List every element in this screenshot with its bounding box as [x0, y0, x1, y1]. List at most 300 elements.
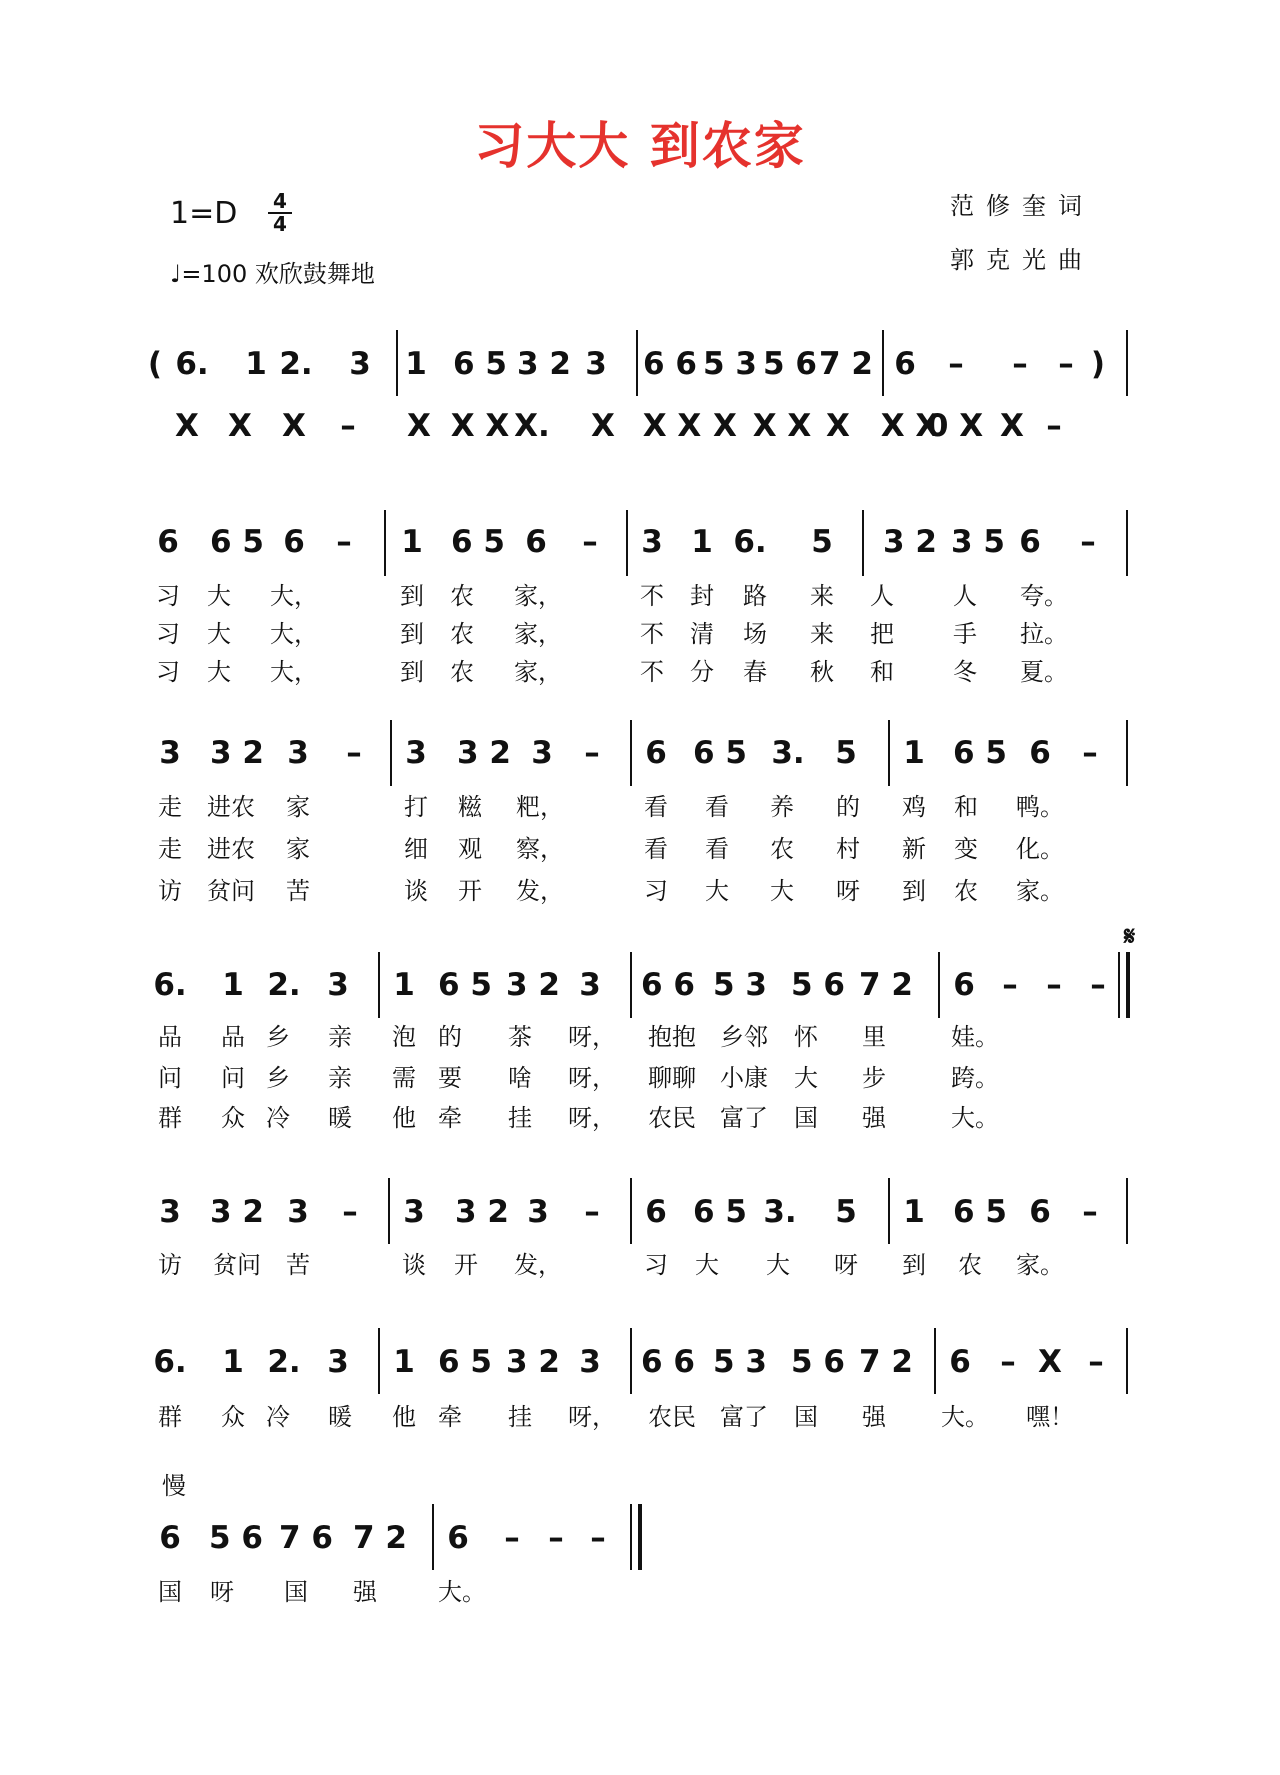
lyric: 聊聊	[648, 1064, 696, 1092]
note: 5 3	[713, 1344, 767, 1380]
barline	[1126, 330, 1128, 396]
note: 3	[403, 1194, 425, 1230]
lyric: 手	[953, 620, 977, 648]
note: 1	[691, 524, 713, 560]
note: 5 6	[209, 1520, 263, 1556]
rhythm-note: X	[407, 408, 431, 444]
lyric: 跨。	[951, 1064, 999, 1092]
rhythm-note: X X	[880, 408, 940, 444]
note: –	[1058, 346, 1074, 382]
time-signature	[268, 189, 292, 236]
note: 6 5	[693, 1194, 747, 1230]
lyric: 群	[158, 1403, 182, 1431]
lyric: 呀，	[568, 1023, 616, 1051]
lyric: 清	[690, 620, 714, 648]
note: 3 2	[517, 346, 571, 382]
lyric: 大，	[270, 620, 318, 648]
lyric: 和	[870, 658, 894, 686]
lyric: 强	[353, 1578, 377, 1606]
lyric: 乡	[266, 1023, 290, 1051]
lyric: 走	[158, 835, 182, 863]
note: –	[1000, 1344, 1016, 1380]
barline	[888, 1178, 890, 1244]
lyric: 挂	[508, 1104, 532, 1132]
lyric: 群	[158, 1104, 182, 1132]
note: 3	[349, 346, 371, 382]
note: 1	[405, 346, 427, 382]
note: –	[1012, 346, 1028, 382]
lyricist-credit: 范修奎词	[950, 192, 1094, 220]
note: 6 5	[953, 1194, 1007, 1230]
barline	[862, 510, 864, 576]
note: 3 2	[210, 1194, 264, 1230]
lyric: 进农	[207, 835, 255, 863]
lyric: 国	[794, 1104, 818, 1132]
note: 6 5	[438, 1344, 492, 1380]
lyric: 嘿！	[1026, 1403, 1074, 1431]
note: –	[590, 1520, 606, 1556]
lyric: 不	[640, 658, 664, 686]
barline	[630, 720, 632, 786]
note: –	[1082, 735, 1098, 771]
note: 6.	[175, 346, 209, 382]
lyric: 抱抱	[648, 1023, 696, 1051]
segno-sign: 𝄋	[1124, 922, 1136, 952]
lyric: 不	[640, 620, 664, 648]
rhythm-note: X	[591, 408, 615, 444]
note: 3	[327, 967, 349, 1003]
lyric: 问	[158, 1064, 182, 1092]
lyric: 谈	[404, 877, 428, 905]
note: 3.	[771, 735, 805, 771]
note: 6	[894, 346, 916, 382]
note: 5 6	[791, 967, 845, 1003]
note: 6.	[153, 1344, 187, 1380]
lyric: 大，	[270, 658, 318, 686]
barline	[1126, 1178, 1128, 1244]
lyric: 富了	[720, 1104, 768, 1132]
lyric: 农	[770, 835, 794, 863]
note: 6	[159, 1520, 181, 1556]
note: 1	[222, 967, 244, 1003]
lyric: 呀，	[568, 1403, 616, 1431]
barline	[882, 330, 884, 396]
tempo-marking: ♩=100 欢欣鼓舞地	[170, 260, 375, 288]
lyric: 农	[450, 658, 474, 686]
lyric: 农	[450, 620, 474, 648]
note: –	[948, 346, 964, 382]
lyric: 发，	[514, 1251, 562, 1279]
lyric: 习	[644, 1251, 668, 1279]
lyric: 来	[810, 620, 834, 648]
lyric: 家	[286, 793, 310, 821]
song-title: 习大大 到农家	[474, 117, 806, 175]
note: 3	[287, 735, 309, 771]
note: –	[1002, 967, 1018, 1003]
time-signature-bottom: 4	[273, 212, 287, 236]
lyric: 大	[766, 1251, 790, 1279]
lyric: 夏。	[1020, 658, 1068, 686]
note: 6.	[153, 967, 187, 1003]
lyric: 谈	[402, 1251, 426, 1279]
note: 5 6	[763, 346, 817, 382]
lyric: 乡	[266, 1064, 290, 1092]
lyric: 养	[770, 793, 794, 821]
note: 2.	[267, 1344, 301, 1380]
lyric: 场	[743, 620, 767, 648]
rhythm-note: X X	[450, 408, 510, 444]
lyric: 他	[392, 1104, 416, 1132]
rhythm-note: X	[713, 408, 737, 444]
lyric: 亲	[328, 1064, 352, 1092]
lyric: 农	[450, 582, 474, 610]
lyric: 到	[400, 620, 424, 648]
note: 3	[585, 346, 607, 382]
note: 3	[579, 967, 601, 1003]
lyric: 封	[690, 582, 714, 610]
lyric: 众	[221, 1104, 245, 1132]
lyric: 暖	[328, 1403, 352, 1431]
note: 3 2	[210, 735, 264, 771]
lyric: 秋	[810, 658, 834, 686]
lyric: 开	[454, 1251, 478, 1279]
note: –	[346, 735, 362, 771]
lyric: 家。	[1016, 1251, 1064, 1279]
double-barline	[638, 1504, 642, 1570]
lyric: 步	[862, 1064, 886, 1092]
lyric: 来	[810, 582, 834, 610]
lyric: 村	[836, 835, 860, 863]
note: 6	[525, 524, 547, 560]
lyric: 牵	[438, 1403, 462, 1431]
note: 3	[405, 735, 427, 771]
lyric: 化。	[1016, 835, 1064, 863]
lyric: 大	[207, 620, 231, 648]
double-barline	[630, 1504, 632, 1570]
barline	[390, 720, 392, 786]
barline	[1126, 720, 1128, 786]
lyric: 拉。	[1020, 620, 1068, 648]
lyric: 娃。	[951, 1023, 999, 1051]
double-barline	[1118, 952, 1120, 1018]
note: 6 5	[453, 346, 507, 382]
lyric: 小康	[720, 1064, 768, 1092]
note: 1	[393, 967, 415, 1003]
lyric: 到	[902, 877, 926, 905]
lyric: 农	[954, 877, 978, 905]
lyric: 的	[836, 793, 860, 821]
barline	[938, 952, 940, 1018]
note: –	[1090, 967, 1106, 1003]
lyric: 习	[156, 582, 180, 610]
barline	[378, 952, 380, 1018]
lyric: 发，	[516, 877, 564, 905]
note: 1	[222, 1344, 244, 1380]
note: 6 5	[693, 735, 747, 771]
lyric: 不	[640, 582, 664, 610]
lyric: 亲	[328, 1023, 352, 1051]
barline	[384, 510, 386, 576]
lyric: 走	[158, 793, 182, 821]
lyric: 夸。	[1020, 582, 1068, 610]
lyric: 大，	[270, 582, 318, 610]
lyric: 大	[695, 1251, 719, 1279]
lyric: 到	[400, 658, 424, 686]
note: –	[342, 1194, 358, 1230]
tempo-change-marking: 慢	[162, 1472, 186, 1500]
lyric: 大。	[438, 1578, 486, 1606]
rhythm-note: X	[175, 408, 199, 444]
lyric: 大	[207, 582, 231, 610]
note: 3 2	[455, 1194, 509, 1230]
barline	[1126, 510, 1128, 576]
lyric: 大。	[951, 1104, 999, 1132]
time-signature-top: 4	[273, 189, 287, 213]
note: 6	[645, 1194, 667, 1230]
note: 3.	[763, 1194, 797, 1230]
barline	[626, 510, 628, 576]
note: –	[336, 524, 352, 560]
lyric: 看	[705, 793, 729, 821]
lyric: 强	[862, 1403, 886, 1431]
note: )	[1090, 346, 1106, 382]
note: –	[1080, 524, 1096, 560]
note: –	[1046, 967, 1062, 1003]
note: 3	[327, 1344, 349, 1380]
note: 6	[447, 1520, 469, 1556]
note: 1	[245, 346, 267, 382]
barline	[888, 720, 890, 786]
note: 5	[835, 735, 857, 771]
rhythm-note: X	[1000, 408, 1024, 444]
lyric: 呀，	[568, 1104, 616, 1132]
note: 3	[579, 1344, 601, 1380]
rhythm-note: X X	[642, 408, 702, 444]
note: 3 5	[951, 524, 1005, 560]
note: –	[584, 1194, 600, 1230]
lyric: 变	[954, 835, 978, 863]
note: 6 6	[641, 1344, 695, 1380]
lyric: 看	[644, 793, 668, 821]
barline	[934, 1328, 936, 1394]
note: 6.	[733, 524, 767, 560]
barline	[636, 330, 638, 396]
lyric: 人	[870, 582, 894, 610]
lyric: 春	[743, 658, 767, 686]
rhythm-note: –	[1046, 408, 1062, 444]
lyric: 国	[158, 1578, 182, 1606]
note: 6 6	[643, 346, 697, 382]
lyric: 啥	[508, 1064, 532, 1092]
note: 6 5	[438, 967, 492, 1003]
lyric: 家	[286, 835, 310, 863]
rhythm-note: X	[228, 408, 252, 444]
lyric: 呀，	[568, 1064, 616, 1092]
lyric: 怀	[794, 1023, 818, 1051]
lyric: 冷	[266, 1403, 290, 1431]
lyric: 呀	[836, 877, 860, 905]
rhythm-note: –	[340, 408, 356, 444]
lyric: 贫问	[213, 1251, 261, 1279]
lyric: 暖	[328, 1104, 352, 1132]
lyric: 品	[158, 1023, 182, 1051]
note: 6 5	[451, 524, 505, 560]
lyric: 看	[705, 835, 729, 863]
lyric: 到	[902, 1251, 926, 1279]
lyric: 众	[221, 1403, 245, 1431]
lyric: 路	[743, 582, 767, 610]
lyric: 访	[158, 1251, 182, 1279]
barline	[396, 330, 398, 396]
lyric: 习	[156, 658, 180, 686]
lyric: 茶	[508, 1023, 532, 1051]
note: 6	[645, 735, 667, 771]
lyric: 家，	[514, 582, 562, 610]
note: 6	[283, 524, 305, 560]
note: 5 3	[703, 346, 757, 382]
note: 7 2	[353, 1520, 407, 1556]
lyric: 观	[458, 835, 482, 863]
lyric: 牵	[438, 1104, 462, 1132]
lyric: 到	[400, 582, 424, 610]
lyric: 鸭。	[1016, 793, 1064, 821]
note: 2.	[267, 967, 301, 1003]
lyric: 乡邻	[720, 1023, 768, 1051]
note: 6	[949, 1344, 971, 1380]
lyric: 看	[644, 835, 668, 863]
rhythm-note: X.	[514, 408, 550, 444]
lyric: 大	[770, 877, 794, 905]
lyric: 大。	[941, 1403, 989, 1431]
lyric: 习	[644, 877, 668, 905]
note: X	[1038, 1344, 1062, 1380]
note: 3	[159, 735, 181, 771]
note: 3 2	[506, 1344, 560, 1380]
lyric: 需	[392, 1064, 416, 1092]
lyric: 习	[156, 620, 180, 648]
note: 3	[531, 735, 553, 771]
lyric: 鸡	[902, 793, 926, 821]
lyric: 的	[438, 1023, 462, 1051]
lyric: 打	[404, 793, 428, 821]
lyric: 强	[862, 1104, 886, 1132]
lyric: 泡	[392, 1023, 416, 1051]
note: 3	[287, 1194, 309, 1230]
note: 6 5	[953, 735, 1007, 771]
note: –	[582, 524, 598, 560]
lyric: 大	[705, 877, 729, 905]
lyric: 和	[954, 793, 978, 821]
lyric: 糍	[458, 793, 482, 821]
lyric: 进农	[207, 793, 255, 821]
lyric: 开	[458, 877, 482, 905]
barline	[630, 952, 632, 1018]
note: 6	[1029, 1194, 1051, 1230]
note: 6	[157, 524, 179, 560]
lyric: 冬	[953, 658, 977, 686]
lyric: 人	[953, 582, 977, 610]
note: 7 2	[859, 1344, 913, 1380]
note: –	[584, 735, 600, 771]
lyric: 把	[870, 620, 894, 648]
barline	[388, 1178, 390, 1244]
lyric: 农	[958, 1251, 982, 1279]
lyric: 国	[794, 1403, 818, 1431]
note: 3	[641, 524, 663, 560]
note: –	[548, 1520, 564, 1556]
note: 1	[903, 735, 925, 771]
lyric: 富了	[720, 1403, 768, 1431]
note: 7 2	[859, 967, 913, 1003]
note: 6	[1029, 735, 1051, 771]
rhythm-note: X	[282, 408, 306, 444]
lyric: 苦	[286, 1251, 310, 1279]
lyric: 大	[207, 658, 231, 686]
note: 6 5	[210, 524, 264, 560]
note: –	[1088, 1344, 1104, 1380]
note: –	[1082, 1194, 1098, 1230]
lyric: 家。	[1016, 877, 1064, 905]
lyric: 冷	[266, 1104, 290, 1132]
note: 3	[159, 1194, 181, 1230]
note: 3	[527, 1194, 549, 1230]
lyric: 察，	[516, 835, 564, 863]
note: 3 2	[457, 735, 511, 771]
lyric: 新	[902, 835, 926, 863]
lyric: 访	[158, 877, 182, 905]
note: 7 6	[279, 1520, 333, 1556]
lyric: 里	[862, 1023, 886, 1051]
double-barline	[1126, 952, 1130, 1018]
barline	[630, 1178, 632, 1244]
lyric: 品	[221, 1023, 245, 1051]
note: 5	[835, 1194, 857, 1230]
lyric: 他	[392, 1403, 416, 1431]
note: 1	[903, 1194, 925, 1230]
note: (	[147, 346, 163, 382]
key-signature: 1=D	[170, 196, 238, 231]
lyric: 要	[438, 1064, 462, 1092]
lyric: 大	[794, 1064, 818, 1092]
lyric: 苦	[286, 877, 310, 905]
note: 3 2	[883, 524, 937, 560]
note: 2.	[279, 346, 313, 382]
lyric: 贫问	[207, 877, 255, 905]
note: 1	[393, 1344, 415, 1380]
lyric: 国	[284, 1578, 308, 1606]
barline	[630, 1328, 632, 1394]
lyric: 问	[221, 1064, 245, 1092]
rhythm-note: X X	[752, 408, 812, 444]
lyric: 呀	[834, 1251, 858, 1279]
lyric: 家，	[514, 658, 562, 686]
note: 5 6	[791, 1344, 845, 1380]
lyric: 分	[690, 658, 714, 686]
composer-credit: 郭克光曲	[950, 246, 1094, 274]
note: –	[504, 1520, 520, 1556]
note: 7 2	[819, 346, 873, 382]
lyric: 粑，	[516, 793, 564, 821]
barline	[378, 1328, 380, 1394]
rhythm-note: X	[826, 408, 850, 444]
lyric: 农民	[648, 1104, 696, 1132]
rhythm-note: 0 X	[926, 408, 984, 444]
lyric: 挂	[508, 1403, 532, 1431]
note: 1	[401, 524, 423, 560]
note: 5 3	[713, 967, 767, 1003]
note: 6	[1019, 524, 1041, 560]
lyric: 呀	[210, 1578, 234, 1606]
